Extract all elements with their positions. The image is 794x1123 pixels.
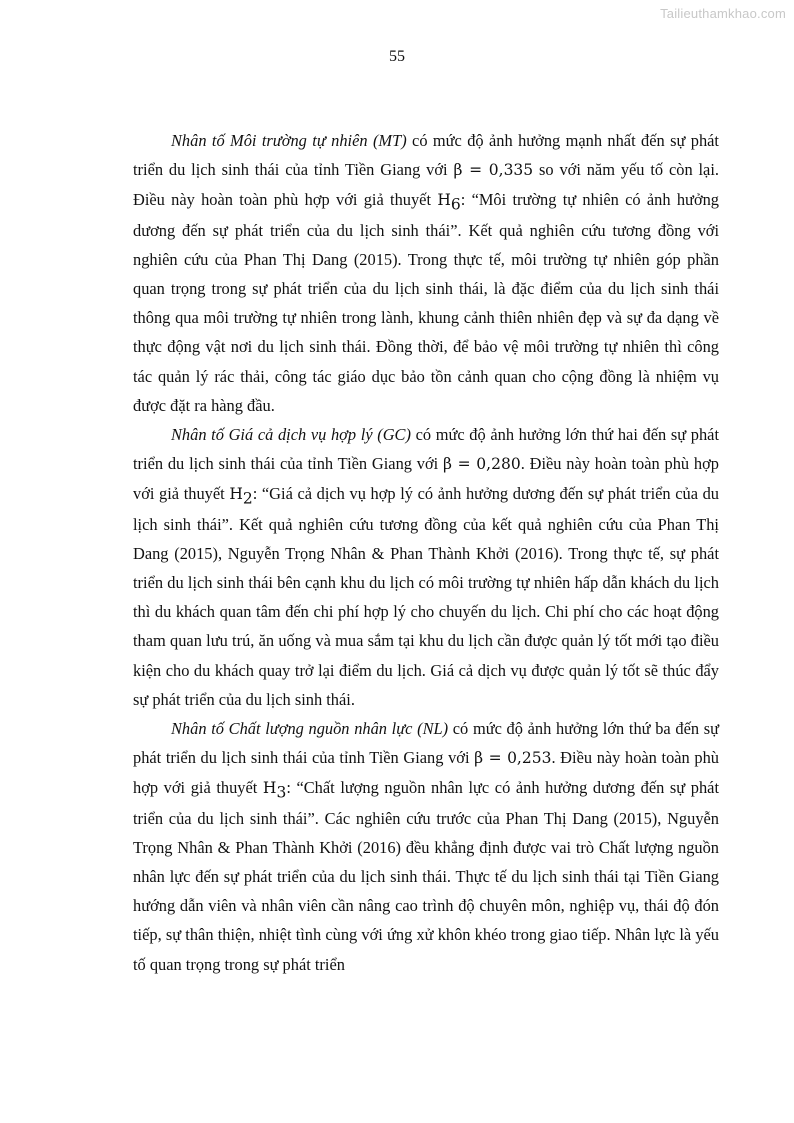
paragraph-text: . Điều này hoàn toàn phù hợp với giả thuyết	[133, 748, 719, 798]
paragraph-text: có mức độ ảnh hưởng lớn thứ ba đến sự phát triển du lịch sinh thái của tỉnh Tiền Giang với	[133, 719, 719, 768]
paragraph-natural-environment	[133, 126, 719, 420]
page-number: 55	[389, 48, 405, 65]
paragraph-text: so với năm yếu tố còn lại. Điều này hoàn toàn phù hợp với giả thuyết	[133, 160, 719, 210]
beta-value: β = 0,335	[453, 161, 534, 180]
beta-value: β = 0,280	[443, 455, 521, 474]
hypothesis-subscript: 6	[450, 195, 461, 214]
paragraph-human-resources	[133, 714, 719, 979]
paragraph-text: : “Giá cả dịch vụ hợp lý có ảnh hưởng dương đến sự phát triển của du lịch sinh thái”. Kết quả nghiên cứu tương đồng của kết quả nghiên cứu của Phan Thị Dang (2015), Nguyễn Trọng Nhân & Phan Thành Khởi (2016). Trong thực tế, sự phát triển du lịch sinh thái bên cạnh khu du lịch có môi trường tự nhiên hấp dẫn khách du lịch thì du khách quan tâm đến chi phí hợp lý cho chuyến du lịch. Chi phí cho các hoạt động tham quan lưu trú, ăn uống và mua sắm tại khu du lịch cần được quản lý tốt mới tạo điều kiện cho du khách quay trở lại điểm du lịch. Giá cả dịch vụ được quản lý tốt sẽ thúc đẩy sự phát triển của du lịch sinh thái.	[133, 484, 719, 709]
factor-title: Nhân tố Môi trường tự nhiên (MT)	[171, 131, 407, 150]
hypothesis-subscript: 2	[242, 489, 253, 508]
factor-title: Nhân tố Chất lượng nguồn nhân lực (NL)	[171, 719, 449, 739]
hypothesis-subscript: 3	[276, 783, 287, 802]
paragraph-text: có mức độ ảnh hưởng mạnh nhất đến sự phát triển du lịch sinh thái của tỉnh Tiền Giang với	[133, 131, 719, 180]
document-body	[133, 126, 719, 979]
paragraph-service-price	[133, 420, 719, 714]
hypothesis-label: H	[229, 485, 243, 504]
paragraph-text: . Điều này hoàn toàn phù hợp với giả thuyết	[133, 454, 719, 504]
watermark: Tailieuthamkhao.com	[660, 6, 786, 21]
beta-value: β = 0,253	[474, 749, 552, 768]
hypothesis-label: H	[262, 779, 277, 798]
paragraph-text: có mức độ ảnh hưởng lớn thứ hai đến sự phát triển du lịch sinh thái của tỉnh Tiền Giang với	[133, 425, 719, 474]
paragraph-text: : “Môi trường tự nhiên có ảnh hưởng dương đến sự phát triển của du lịch sinh thái”. Kết quả nghiên cứu tương đồng với nghiên cứu của Phan Thị Dang (2015). Trong thực tế, môi trường tự nhiên góp phần quan trọng trong sự phát triển của du lịch sinh thái, là đặc điểm của du lịch sinh thái thông qua môi trường tự nhiên trong lành, khung cảnh thiên nhiên đẹp và sự đa dạng về thực động vật nơi du lịch sinh thái. Đồng thời, để bảo vệ môi trường tự nhiên thì công tác quản lý rác thải, công tác giáo dục bảo tồn cảnh quan cho cộng đồng là nhiệm vụ được đặt ra hàng đầu.	[133, 190, 720, 415]
factor-title: Nhân tố Giá cả dịch vụ hợp lý (GC)	[171, 425, 411, 445]
paragraph-text: : “Chất lượng nguồn nhân lực có ảnh hưởng dương đến sự phát triển của du lịch sinh thái”. Các nghiên cứu trước của Phan Thị Dang (2015), Nguyễn Trọng Nhân & Phan Thành Khởi (2016) đều khẳng định được vai trò Chất lượng nguồn nhân lực đến sự phát triển của du lịch sinh thái. Thực tế du lịch sinh thái tại Tiền Giang hướng dẫn viên và nhân viên cần nâng cao trình độ chuyên môn, nghiệp vụ, thái độ đón tiếp, sự thân thiện, nhiệt tình cùng với ứng xử khôn khéo trong giao tiếp. Nhân lực là yếu tố quan trọng trong sự phát triển	[133, 778, 720, 974]
hypothesis-label: H	[437, 191, 451, 210]
